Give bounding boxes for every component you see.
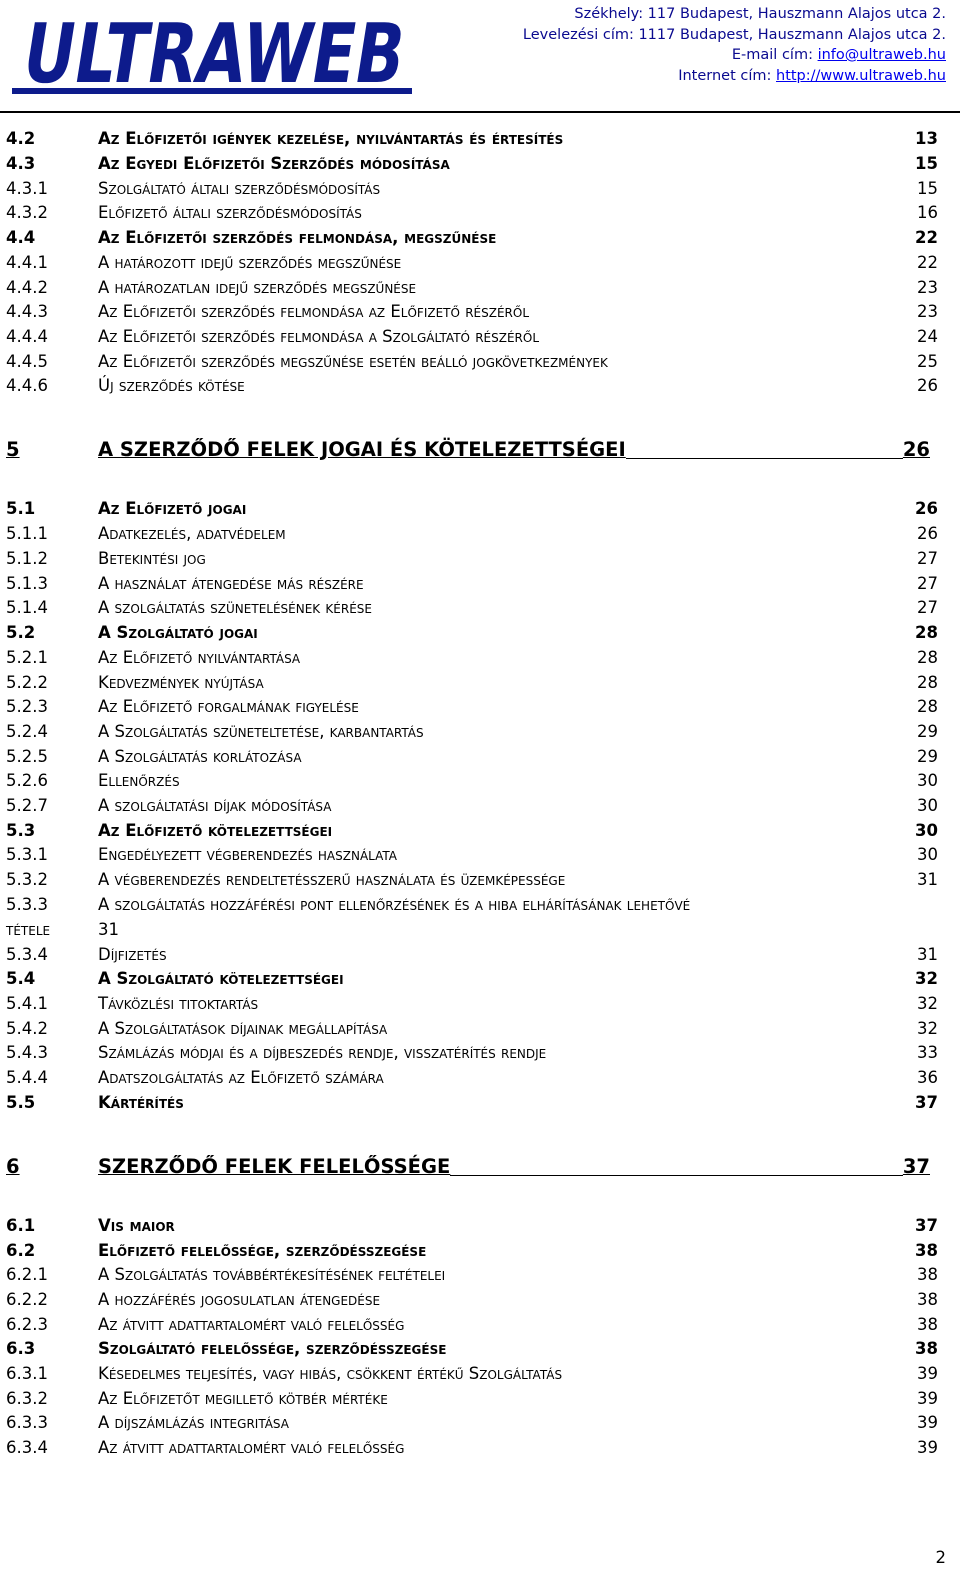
toc-entry-title: Az Előfizető forgalmának figyelése (98, 697, 359, 716)
toc-entry-number: 6.2 (6, 1241, 36, 1260)
toc-entry-page: 24 (917, 327, 938, 346)
toc-entry-number: 4.3.2 (6, 203, 48, 222)
toc-entry[interactable] (6, 943, 938, 967)
toc-entry-number: 5.2.5 (6, 747, 48, 766)
toc-entry-page: 27 (917, 549, 938, 568)
toc-entry-title: Az Előfizetői szerződés felmondása, megszűnése (98, 228, 497, 247)
toc-entry-number: 5.2.7 (6, 796, 48, 815)
toc-entry-page: 26 (917, 376, 938, 395)
toc-entry-number: 5.1 (6, 499, 36, 518)
toc-entry-page: 27 (917, 598, 938, 617)
toc-entry-number: 5.1.3 (6, 574, 48, 593)
toc-entry[interactable] (6, 671, 938, 695)
toc-entry[interactable] (6, 794, 938, 818)
toc-entry-page: 30 (915, 821, 938, 840)
toc-entry-number: 5.2 (6, 623, 36, 642)
toc-entry-page: 29 (917, 747, 938, 766)
toc-entry-title: Vis maior (98, 1216, 175, 1235)
toc-entry-page: 30 (917, 796, 938, 815)
ultraweb-logo (8, 4, 525, 102)
toc-entry-title: A hozzáférés jogosulatlan átengedése (98, 1290, 381, 1309)
toc-entry-number: 6.3.1 (6, 1364, 48, 1383)
toc-entry-number: 5.5 (6, 1093, 36, 1112)
toc-entry[interactable] (6, 1411, 938, 1435)
contact-block (523, 4, 946, 86)
toc-entry-number: 5.4.2 (6, 1019, 48, 1038)
toc-entry[interactable] (6, 992, 938, 1016)
toc-chapter-page: 26 (902, 438, 930, 461)
toc-entry[interactable] (6, 152, 938, 176)
email-line: E-mail cím: info@ultraweb.hu (731, 47, 946, 63)
toc-entry[interactable] (6, 769, 938, 793)
toc-entry-number: tétele (6, 920, 51, 939)
toc-entry-number: 4.4.1 (6, 253, 48, 272)
toc-entry-number: 5.4.3 (6, 1043, 48, 1062)
toc-entry-title: Az Egyedi Előfizetői Szerződés módosítása (98, 154, 450, 173)
toc-entry-page: 30 (917, 845, 938, 864)
toc-chapter-number: 6 (6, 1155, 20, 1178)
toc-entry-number: 5.3 (6, 821, 36, 840)
toc-entry-page: 28 (915, 623, 938, 642)
header-divider (0, 111, 960, 113)
toc-entry-title: Az Előfizetői igények kezelése, nyilvántartás és értesítés (98, 129, 564, 148)
toc-entry[interactable] (6, 497, 938, 521)
toc-chapter[interactable] (6, 436, 930, 464)
toc-entry[interactable] (6, 646, 938, 670)
toc-entry-page: 33 (917, 1043, 938, 1062)
toc-entry-page: 28 (917, 673, 938, 692)
toc-entry-page: 23 (917, 302, 938, 321)
toc-entry-title: Késedelmes teljesítés, vagy hibás, csökkent értékű Szolgáltatás (98, 1364, 563, 1383)
toc-entry[interactable] (6, 300, 938, 324)
toc-entry-page: 32 (915, 969, 938, 988)
toc-entry-page: 22 (915, 228, 938, 247)
toc-entry[interactable] (6, 819, 938, 843)
toc-entry[interactable] (6, 127, 938, 151)
toc-entry[interactable] (6, 918, 938, 942)
toc-entry-number: 5.2.2 (6, 673, 48, 692)
toc-entry-title: A használat átengedése más részére (98, 574, 364, 593)
toc-entry-page: 39 (917, 1389, 938, 1408)
toc-entry-title: Díjfizetés (98, 945, 167, 964)
toc-entry[interactable] (6, 1239, 938, 1263)
toc-entry[interactable] (6, 868, 938, 892)
toc-entry-title: Új szerződés kötése (98, 376, 245, 395)
toc-entry-title: Szolgáltató felelőssége, szerződésszegése (98, 1339, 447, 1358)
toc-entry-page: 28 (917, 648, 938, 667)
toc-entry-title: A Szolgáltatás továbbértékesítésének feltételei (98, 1265, 446, 1284)
toc-entry[interactable] (6, 695, 938, 719)
toc-entry-number: 5.2.1 (6, 648, 48, 667)
toc-entry-title: Engedélyezett végberendezés használata (98, 845, 397, 864)
toc-entry-number: 5.2.6 (6, 771, 48, 790)
web-line: Internet cím: http://www.ultraweb.hu (678, 67, 946, 84)
toc-entry-page: 38 (917, 1290, 938, 1309)
toc-entry-title: A Szolgáltatás korlátozása (98, 747, 302, 766)
toc-entry-number: 4.3 (6, 154, 36, 173)
toc-entry[interactable] (6, 572, 938, 596)
toc-entry-page: 37 (915, 1216, 938, 1235)
toc-entry-title: A szolgáltatási díjak módosítása (98, 796, 332, 815)
toc-entry-page: 23 (917, 278, 938, 297)
toc-entry-number: 4.4 (6, 228, 36, 247)
toc-entry-title: Az Előfizetőt megillető kötbér mértéke (98, 1389, 388, 1408)
toc-entry[interactable] (6, 226, 938, 250)
toc-chapter[interactable] (6, 1153, 930, 1181)
toc-entry[interactable] (6, 745, 938, 769)
toc-entry-number: 6.3.4 (6, 1438, 48, 1457)
toc-entry-title: A határozott idejű szerződés megszűnése (98, 253, 402, 272)
toc-entry-title: Az Előfizető jogai (98, 499, 247, 518)
toc-entry-number: 6.3 (6, 1339, 36, 1358)
toc-entry[interactable] (6, 1362, 938, 1386)
toc-entry-number: 4.4.3 (6, 302, 48, 321)
toc-entry[interactable] (6, 522, 938, 546)
toc-entry-number: 5.3.3 (6, 895, 48, 914)
toc-entry[interactable] (6, 1066, 938, 1090)
toc-chapter-leader-line (626, 458, 903, 459)
toc-entry-title: Számlázás módjai és a díjbeszedés rendje, visszatérítés rendje (98, 1043, 547, 1062)
toc-entry-page: 36 (917, 1068, 938, 1087)
toc-entry-title: Az Előfizető nyilvántartása (98, 648, 301, 667)
toc-entry-number: 6.3.2 (6, 1389, 48, 1408)
toc-entry-page: 15 (915, 154, 938, 173)
toc-entry-number: 4.4.4 (6, 327, 48, 346)
toc-entry[interactable] (6, 201, 938, 225)
toc-entry-number: 6.1 (6, 1216, 36, 1235)
toc-entry-number: 6.2.3 (6, 1315, 48, 1334)
toc-entry-page: 30 (917, 771, 938, 790)
toc-entry[interactable] (6, 843, 938, 867)
toc-entry-page: 32 (917, 994, 938, 1013)
toc-chapter-leader-line (450, 1175, 903, 1176)
toc-entry-page: 31 (917, 945, 938, 964)
toc-entry-page: 37 (915, 1093, 938, 1112)
toc-entry[interactable] (6, 276, 938, 300)
toc-entry-page: 26 (917, 524, 938, 543)
toc-entry[interactable] (6, 893, 938, 917)
toc-entry-number: 6.3.3 (6, 1413, 48, 1432)
toc-entry-page: 25 (917, 352, 938, 371)
toc-entry-title: Betekintési jog (98, 549, 206, 568)
toc-entry[interactable] (6, 177, 938, 201)
toc-entry-page: 22 (917, 253, 938, 272)
toc-entry-number: 5.3.4 (6, 945, 48, 964)
toc-entry-title: Kedvezmények nyújtása (98, 673, 264, 692)
page-number: 2 (935, 1548, 946, 1567)
svg-text:ULTRAWEB: ULTRAWEB (16, 6, 525, 102)
toc-entry-page: 27 (917, 574, 938, 593)
toc-entry-page: 38 (915, 1339, 938, 1358)
mailing-address: Levelezési cím: 1117 Budapest, Hauszmann Alajos utca 2. (522, 26, 946, 43)
toc-entry[interactable] (6, 967, 938, 991)
toc-entry-title: Az átvitt adattartalomért való felelősség (98, 1315, 405, 1334)
toc-entry-number: 4.2 (6, 129, 36, 148)
toc-entry-title: Az Előfizető kötelezettségei (98, 821, 333, 840)
toc-entry-title: Adatszolgáltatás az Előfizető számára (98, 1068, 384, 1087)
toc-entry[interactable] (6, 1387, 938, 1411)
toc-entry[interactable] (6, 621, 938, 645)
toc-entry-page: 38 (917, 1265, 938, 1284)
toc-entry-title: Az Előfizetői szerződés felmondása a Szolgáltató részéről (98, 327, 540, 346)
toc-entry-number: 5.2.4 (6, 722, 48, 741)
toc-entry[interactable] (6, 1017, 938, 1041)
page-header (0, 0, 960, 110)
toc-entry-number: 4.4.2 (6, 278, 48, 297)
toc-entry-page: 31 (917, 870, 938, 889)
toc-entry-number: 5.1.4 (6, 598, 48, 617)
toc-entry-page: 28 (917, 697, 938, 716)
toc-entry-number: 5.4.1 (6, 994, 48, 1013)
toc-entry-number: 6.2.2 (6, 1290, 48, 1309)
toc-entry-number: 4.4.6 (6, 376, 48, 395)
toc-entry-page: 15 (917, 179, 938, 198)
toc-chapter-page: 37 (902, 1155, 930, 1178)
toc-entry-page: 39 (917, 1413, 938, 1432)
toc-entry-number: 5.2.3 (6, 697, 48, 716)
toc-chapter-number: 5 (6, 438, 20, 461)
toc-entry-number: 4.4.5 (6, 352, 48, 371)
toc-entry-title: A Szolgáltató jogai (98, 623, 258, 642)
toc-entry-page: 39 (917, 1438, 938, 1457)
toc-entry[interactable] (6, 1436, 938, 1460)
toc-entry-title: Távközlési titoktartás (98, 994, 259, 1013)
toc-entry-number: 5.1.1 (6, 524, 48, 543)
toc-entry-title: A Szolgáltató kötelezettségei (98, 969, 344, 988)
toc-entry-number: 5.4.4 (6, 1068, 48, 1087)
toc-entry-number: 5.4 (6, 969, 36, 988)
website-link[interactable]: http://www.ultraweb.hu (776, 67, 946, 84)
toc-entry-number: 5.3.2 (6, 870, 48, 889)
headquarters-address: Székhely: 117 Budapest, Hauszmann Alajos utca 2. (574, 6, 946, 22)
toc-entry[interactable] (6, 1263, 938, 1287)
toc-entry-title: A szolgáltatás hozzáférési pont ellenőrzésének és a hiba elhárításának lehetővé (98, 895, 691, 914)
toc-entry-number: 4.3.1 (6, 179, 48, 198)
toc-entry-page: 26 (915, 499, 938, 518)
toc-entry-title: Adatkezelés, adatvédelem (98, 524, 286, 543)
toc-entry-title: Az Előfizetői szerződés felmondása az Előfizető részéről (98, 302, 530, 321)
toc-entry[interactable] (6, 350, 938, 374)
toc-entry-number: 5.3.1 (6, 845, 48, 864)
toc-entry-page: 38 (917, 1315, 938, 1334)
toc-entry[interactable] (6, 1041, 938, 1065)
toc-entry[interactable] (6, 251, 938, 275)
toc-entry[interactable] (6, 1313, 938, 1337)
toc-entry-title: A végberendezés rendeltetésszerű használata és üzemképessége (98, 870, 566, 889)
toc-entry[interactable] (6, 1091, 938, 1115)
toc-entry[interactable] (6, 1288, 938, 1312)
toc-entry-page: 13 (915, 129, 938, 148)
toc-entry[interactable] (6, 547, 938, 571)
toc-entry-page: 16 (917, 203, 938, 222)
toc-entry-number: 6.2.1 (6, 1265, 48, 1284)
toc-entry[interactable] (6, 720, 938, 744)
toc-entry-title: Szolgáltató általi szerződésmódosítás (98, 179, 381, 198)
email-link[interactable]: info@ultraweb.hu (817, 47, 946, 63)
toc-entry-page: 38 (915, 1241, 938, 1260)
toc-entry-title: A szolgáltatás szünetelésének kérése (98, 598, 372, 617)
toc-entry-title: 31 (98, 920, 119, 939)
toc-entry-title: Az átvitt adattartalomért való felelősség (98, 1438, 405, 1457)
toc-entry-title: Kártérítés (98, 1093, 184, 1112)
toc-entry-number: 5.1.2 (6, 549, 48, 568)
toc-entry-title: A Szolgáltatások díjainak megállapítása (98, 1019, 388, 1038)
toc-entry-page: 32 (917, 1019, 938, 1038)
toc-entry-title: Előfizető felelőssége, szerződésszegése (98, 1241, 427, 1260)
toc-chapter-title: A SZERZŐDŐ FELEK JOGAI ÉS KÖTELEZETTSÉGEI (98, 438, 626, 461)
toc-entry-page: 29 (917, 722, 938, 741)
toc-entry[interactable] (6, 1337, 938, 1361)
toc-entry[interactable] (6, 596, 938, 620)
toc-entry[interactable] (6, 1214, 938, 1238)
toc-entry-page: 39 (917, 1364, 938, 1383)
toc-entry[interactable] (6, 374, 938, 398)
toc-entry-title: A Szolgáltatás szüneteltetése, karbantartás (98, 722, 424, 741)
toc-entry-title: Előfizető általi szerződésmódosítás (98, 203, 362, 222)
toc-entry-title: Ellenőrzés (98, 771, 180, 790)
toc-entry-title: A határozatlan idejű szerződés megszűnése (98, 278, 417, 297)
toc-entry-title: Az Előfizetői szerződés megszűnése esetén beálló jogkövetkezmények (98, 352, 608, 371)
toc-entry[interactable] (6, 325, 938, 349)
toc-chapter-title: SZERZŐDŐ FELEK FELELŐSSÉGE (98, 1155, 451, 1178)
toc-entry-title: A díjszámlázás integritása (98, 1413, 289, 1432)
